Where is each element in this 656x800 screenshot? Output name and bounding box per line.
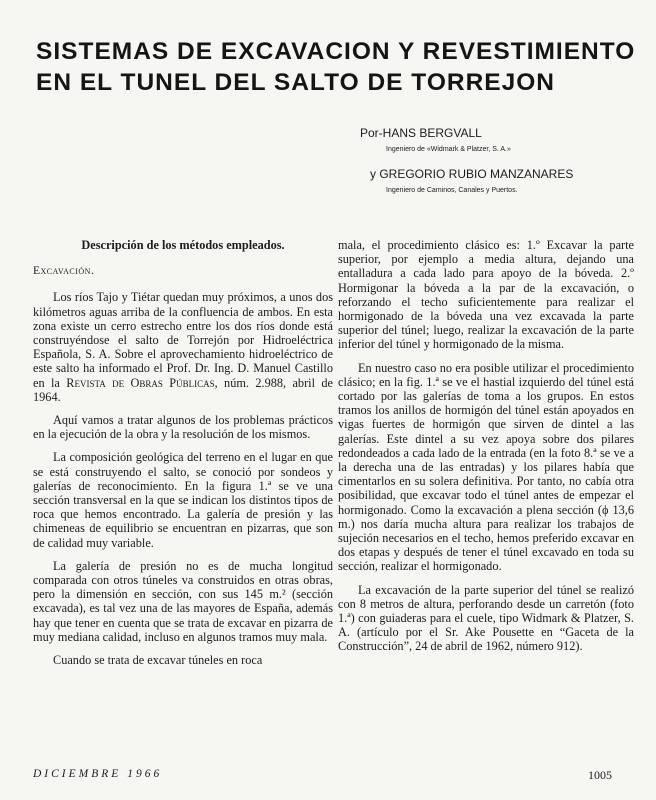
article-title <box>36 36 636 98</box>
journal-name: Revista de Obras Públicas <box>66 375 215 390</box>
page-number: 1005 <box>588 768 612 782</box>
paragraph-8: La excavación de la parte superior del túnel se realizó con 8 metros de altura, perforando desde un carretón (foto 1.ª) con guiaderas para el cuele, tipo Widmark & Platzer, S. A. (artículo por el Sr. Ake Pousette en “Gaceta de la Construcción”, 24 de abril de 1962, número 912). <box>338 582 634 654</box>
paragraph-2: Aquí vamos a tratar algunos de los problemas prácticos en la ejecución de la obra y la resolución de los mismos. <box>33 413 333 442</box>
author-1-name: Por-HANS BERGVALL <box>360 126 482 140</box>
subsection-heading: Excavación. <box>33 265 95 278</box>
author-2-affiliation: Ingeniero de Caminos, Canales y Puertos. <box>386 187 518 194</box>
paragraph-7: En nuestro caso no era posible utilizar el procedimiento clásico; en la fig. 1.ª se ve el hastial izquierdo del túnel está cortado por las galerías de toma a los grupos. En estos tramos los anillos de hormigón del túnel están apoyados en vigas fuertes de hormigón que sirven de dintel a las galerías. Este dintel a su vez apoya sobre dos pilares redondeados a cada lado de la entrada (en la foto 8.ª se ve a la derecha una de las entradas) y los pilares había que cimentarlos en su solera definitiva. Por tanto, no cabía otra posibilidad, que excavar todo el túnel antes de empezar el hormigonado. Como la excavación a plena sección (ϕ 13,6 m.) nos daría mucha altura para realizar los trabajos de sujeción necesarios en el techo, hemos preferido excavar en dos etapas y después de tener el túnel excavado en toda su sección, realizar el hormigonado. <box>338 360 634 574</box>
right-column <box>338 238 634 663</box>
section-heading: Descripción de los métodos empleados. <box>81 238 285 252</box>
paragraph-6: mala, el procedimiento clásico es: 1.º Excavar la parte superior, por ejemplo a media altura, dejando una entalladura a cada lado para apoyo de la bóveda. 2.º Hormigonar la bóveda a la par de la excavación, o reforzando el techo suficientemente para realizar el hormigonado de la bóveda una vez excavada la parte superior del túnel; luego, realizar la excavación de la parte inferior del túnel y hormigonado de la misma. <box>338 238 634 352</box>
paragraph-1-tail: , núm. 2.988, abril de 1964. <box>33 375 333 404</box>
author-2-name: y GREGORIO RUBIO MANZANARES <box>370 167 574 181</box>
author-block <box>360 126 650 194</box>
title-line-2: EN EL TUNEL DEL SALTO DE TORREJON <box>36 69 555 96</box>
paragraph-5: Cuando se trata de excavar túneles en roca <box>53 653 263 668</box>
paragraph-3: La composición geológica del terreno en el lugar en que se está construyendo el salto, se conoció por sondeos y galerías de reconocimiento. En la figura 1.ª se ve una sección transversal en la que se indican los distintos tipos de roca que hemos encontrado. La galería de presión y las chimeneas de equilibrio se encuentran en pizarras, que son de calidad muy variable. <box>33 450 333 550</box>
paragraph-1-text: Los ríos Tajo y Tiétar quedan muy próximos, a unos dos kilómetros aguas arriba de la confluencia de ambos. En esta zona existe un cerro estrecho entre los dos ríos donde está construyéndose el salto de Torrejón por Hidroeléctrica Española, S. A. Sobre el aprovechamiento hidroeléctrico de este salto ha informado el Prof. Dr. Ing. D. Manuel Castillo en la <box>33 290 333 390</box>
author-1-affiliation: Ingeniero de «Widmark & Platzer, S. A.» <box>386 146 511 153</box>
paragraph-1 <box>33 290 333 404</box>
title-line-1: SISTEMAS DE EXCAVACION Y REVESTIMIENTO <box>36 38 636 65</box>
footer-date: DICIEMBRE 1966 <box>33 768 163 780</box>
left-column <box>33 238 333 676</box>
paragraph-4: La galería de presión no es de mucha longitud comparada con otros túneles va construidos en otras obras, pero la dimensión en sección, con sus 145 m.² (sección excavada), es tal vez una de las mayores de España, además hay que tener en cuenta que se trata de excavar en pizarra de muy mediana calidad, incluso en algunos tramos muy mala. <box>33 558 333 644</box>
